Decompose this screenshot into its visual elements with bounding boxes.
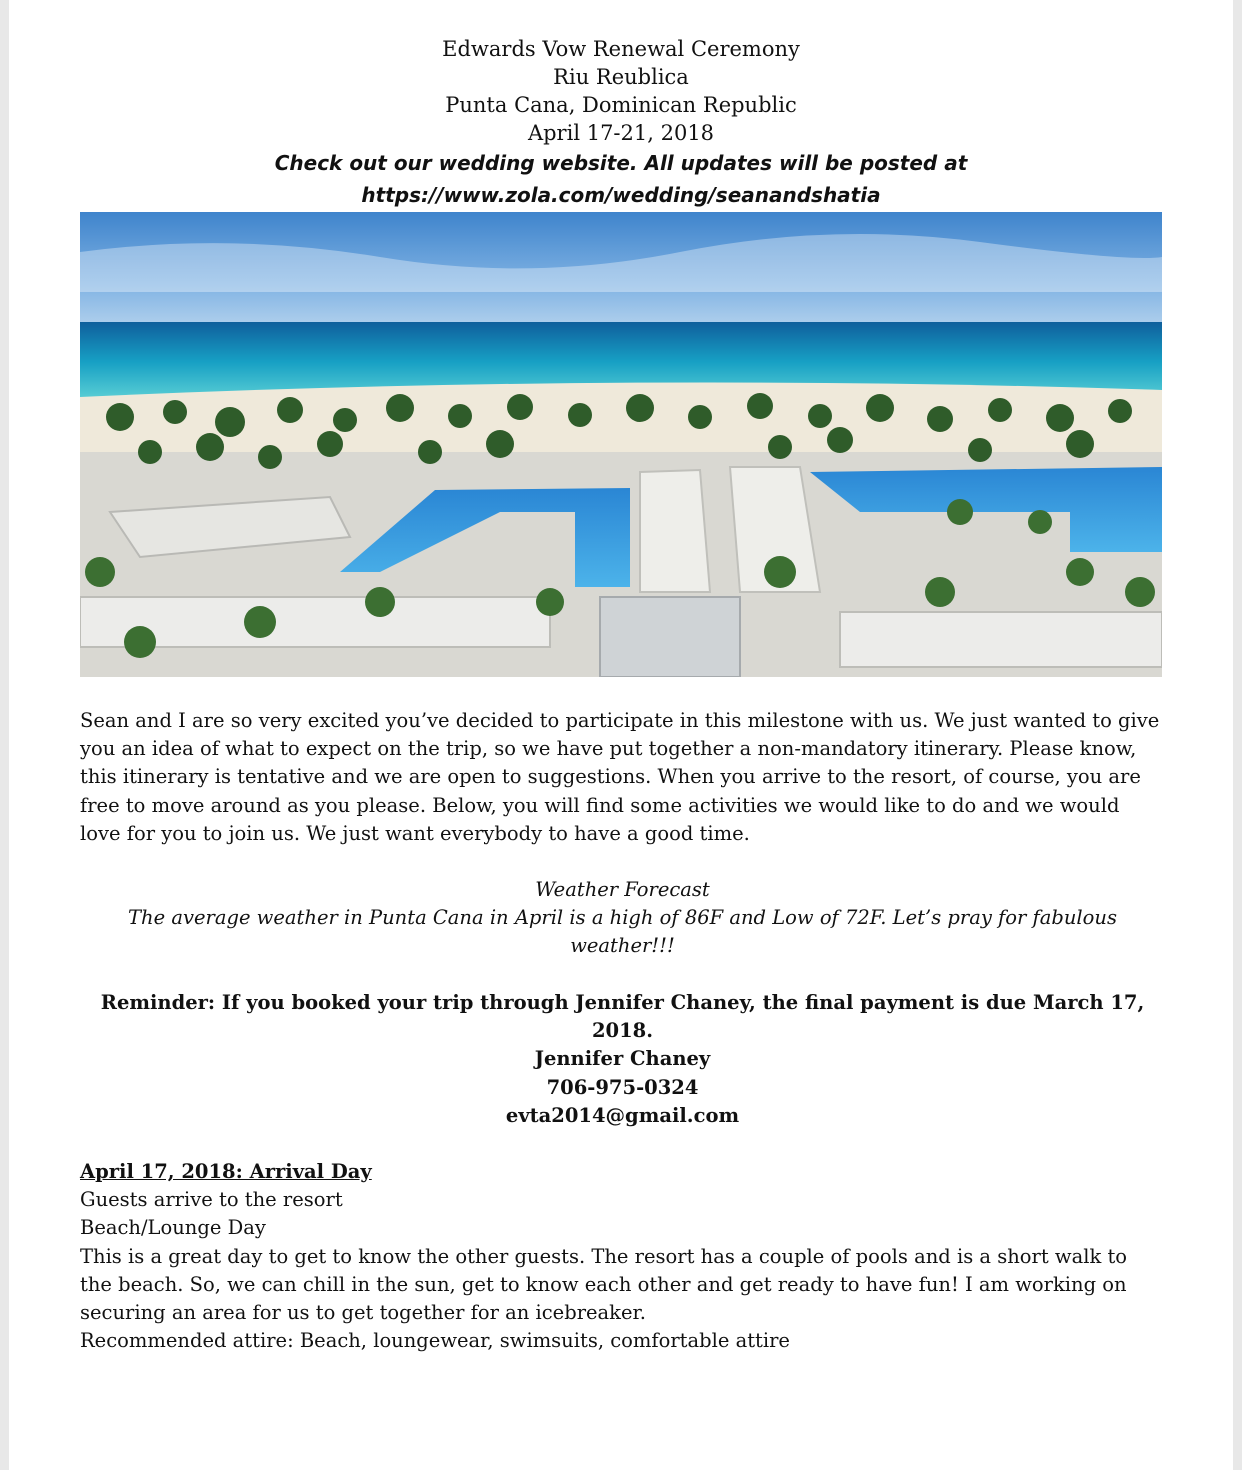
- document-header: [9, 35, 1233, 147]
- website-notice-text: Check out our wedding website. All updates will be posted at: [274, 151, 968, 175]
- location: Punta Cana, Dominican Republic: [445, 93, 797, 117]
- agent-name: Jennifer Chaney: [534, 1047, 711, 1071]
- day-description: This is a great day to get to know the other guests. The resort has a couple of pools and is a short walk to the beach. So, we can chill in the sun, get to know each other and get ready to have fun! I am working on securing an area for us to get together for an icebreaker.: [80, 1244, 1128, 1325]
- website-notice: [9, 147, 1233, 211]
- agent-phone: 706-975-0324: [546, 1075, 699, 1099]
- itinerary-day-1: [80, 1158, 1165, 1355]
- day-attire: Recommended attire: Beach, loungewear, swimsuits, comfortable attire: [80, 1329, 790, 1353]
- agent-email[interactable]: evta2014@gmail.com: [505, 1103, 740, 1127]
- event-dates: April 17-21, 2018: [527, 121, 715, 145]
- resort-name: Riu Reublica: [553, 65, 689, 89]
- resort-photo: [80, 212, 1162, 677]
- day-line: Beach/Lounge Day: [80, 1216, 266, 1240]
- website-link[interactable]: https://www.zola.com/wedding/seanandshatia: [361, 183, 881, 207]
- event-title: Edwards Vow Renewal Ceremony: [442, 37, 800, 61]
- document-page: [9, 0, 1233, 1470]
- intro-paragraph: Sean and I are so very excited you’ve decided to participate in this milestone with us. We just wanted to give you an idea of what to expect on the trip, so we have put together a non-mandatory itinerary. Please know, this itinerary is tentative and we are open to suggestions. When you arrive to the resort, of course, you are free to move around as you please. Below, you will find some activities we would like to do and we would love for you to join us. We just want everybody to have a good time.: [80, 709, 1160, 845]
- day-line: Guests arrive to the resort: [80, 1188, 343, 1212]
- day-heading: April 17, 2018: Arrival Day: [80, 1160, 372, 1183]
- weather-title: Weather Forecast: [535, 878, 710, 901]
- weather-section: [80, 876, 1165, 961]
- reminder-text: Reminder: If you booked your trip through Jennifer Chaney, the final payment is due March 17, 2018.: [100, 991, 1145, 1043]
- payment-reminder: [80, 989, 1165, 1130]
- weather-text: The average weather in Punta Cana in April is a high of 86F and Low of 72F. Let’s pray for fabulous weather!!!: [128, 906, 1117, 958]
